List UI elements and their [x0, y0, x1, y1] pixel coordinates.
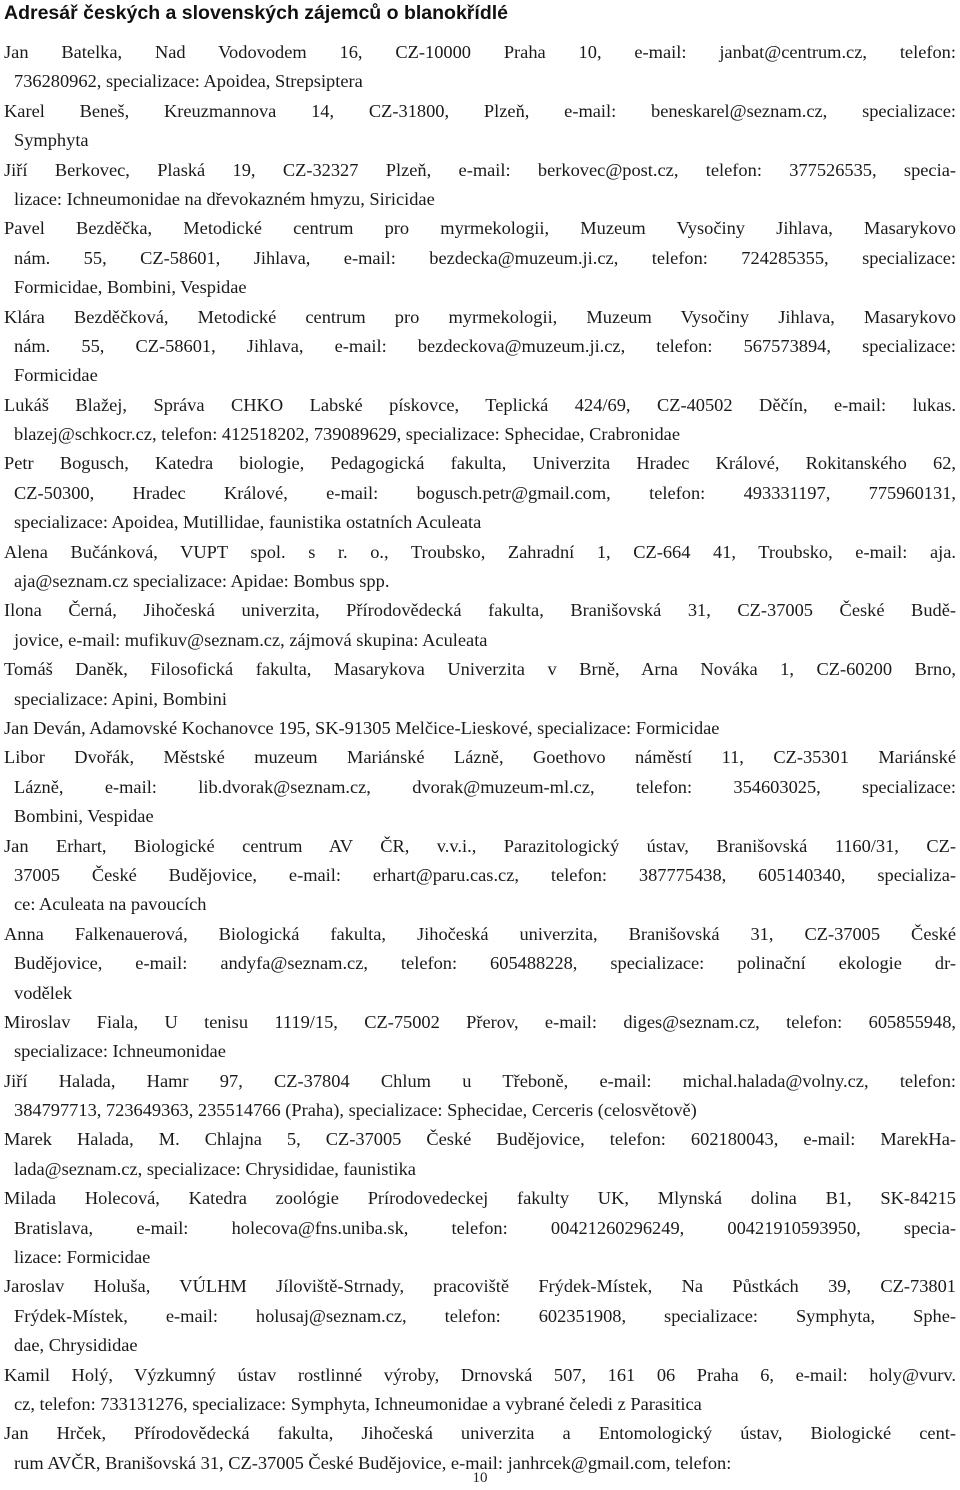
entry-continuation-line: dae, Chrysididae — [14, 1335, 138, 1356]
entry-continuation-line: specializace: Apini, Bombini — [14, 688, 227, 709]
address-entry — [0, 97, 960, 156]
entry-first-line: Jiří Berkovec, Plaská 19, CZ-32327 Plzeň, e-mail: berkovec@post.cz, telefon: 377526535, specia- — [4, 159, 956, 180]
entry-first-line: Jan Batelka, Nad Vodovodem 16, CZ-10000 Praha 10, e-mail: janbat@centrum.cz, telefon: — [4, 42, 956, 62]
address-entry — [0, 1361, 960, 1420]
address-entry — [0, 1184, 960, 1272]
address-entry — [0, 596, 960, 655]
entry-continuation-line: 37005 České Budějovice, e-mail: erhart@paru.cas.cz, telefon: 387775438, 605140340, specializa- — [14, 864, 956, 885]
entry-first-line: Jiří Halada, Hamr 97, CZ-37804 Chlum u Třeboně, e-mail: michal.halada@volny.cz, telefon: — [4, 1070, 956, 1091]
address-entry — [0, 156, 960, 215]
address-entry — [0, 538, 960, 597]
entry-first-line: Karel Beneš, Kreuzmannova 14, CZ-31800, Plzeň, e-mail: beneskarel@seznam.cz, specializace: — [4, 100, 956, 121]
entry-first-line: Klára Bezděčková, Metodické centrum pro myrmekologii, Muzeum Vysočiny Jihlava, Masarykovo — [4, 306, 956, 327]
entry-continuation-line: rum AVČR, Branišovská 31, CZ-37005 České Budějovice, e-mail: janhrcek@gmail.com, telefon: — [14, 1452, 732, 1473]
address-entry — [0, 1008, 960, 1067]
entry-continuation-line: Bombini, Vespidae — [14, 806, 154, 827]
entry-first-line: Jan Deván, Adamovské Kochanovce 195, SK-91305 Melčice-Lieskové, specializace: Formicidae — [4, 717, 720, 738]
address-entry — [0, 920, 960, 1008]
address-list — [0, 38, 960, 1478]
address-entry — [0, 1272, 960, 1360]
entry-continuation-line: nám. 55, CZ-58601, Jihlava, e-mail: bezdeckova@muzeum.ji.cz, telefon: 567573894, specializace: — [14, 335, 956, 356]
entry-continuation-line: Lázně, e-mail: lib.dvorak@seznam.cz, dvorak@muzeum-ml.cz, telefon: 354603025, specializace: — [14, 776, 956, 797]
address-entry — [0, 655, 960, 714]
entry-continuation-line: aja@seznam.cz specializace: Apidae: Bombus spp. — [14, 571, 390, 592]
address-entry — [0, 832, 960, 920]
address-entry — [0, 714, 960, 743]
entry-continuation-line: vodělek — [14, 982, 73, 1003]
entry-first-line: Tomáš Daněk, Filosofická fakulta, Masarykova Univerzita v Brně, Arna Nováka 1, CZ-60200 Brno, — [4, 659, 956, 680]
entry-continuation-line: Budějovice, e-mail: andyfa@seznam.cz, telefon: 605488228, specializace: polinační ekologie dr- — [14, 953, 956, 974]
address-entry — [0, 391, 960, 450]
entry-first-line: Milada Holecová, Katedra zoológie Prírodovedeckej fakulty UK, Mlynská dolina B1, SK-84215 — [4, 1188, 956, 1209]
address-entry — [0, 743, 960, 831]
entry-first-line: Anna Falkenauerová, Biologická fakulta, Jihočeská univerzita, Branišovská 31, CZ-37005 České — [4, 923, 956, 944]
entry-continuation-line: ce: Aculeata na pavoucích — [14, 894, 207, 915]
address-entry — [0, 214, 960, 302]
entry-continuation-line: blazej@schkocr.cz, telefon: 412518202, 739089629, specializace: Sphecidae, Crabronidae — [14, 424, 680, 445]
entry-continuation-line: lizace: Ichneumonidae na dřevokazném hmyzu, Siricidae — [14, 188, 435, 209]
entry-first-line: Jaroslav Holuša, VÚLHM Jíloviště-Strnady, pracoviště Frýdek-Místek, Na Půstkách 39, CZ-73801 — [4, 1276, 956, 1297]
entry-first-line: Petr Bogusch, Katedra biologie, Pedagogická fakulta, Univerzita Hradec Králové, Rokitanského 62, — [4, 453, 956, 474]
entry-continuation-line: Formicidae — [14, 365, 98, 386]
entry-continuation-line: Formicidae, Bombini, Vespidae — [14, 277, 247, 298]
entry-continuation-line: CZ-50300, Hradec Králové, e-mail: bogusch.petr@gmail.com, telefon: 493331197, 775960131, — [14, 482, 956, 503]
entry-first-line: Marek Halada, M. Chlajna 5, CZ-37005 České Budějovice, telefon: 602180043, e-mail: MarekHa- — [4, 1129, 956, 1150]
entry-continuation-line: Frýdek-Místek, e-mail: holusaj@seznam.cz, telefon: 602351908, specializace: Symphyta, Sphe- — [14, 1305, 956, 1326]
entry-first-line: Jan Hrček, Přírodovědecká fakulta, Jihočeská univerzita a Entomologický ústav, Biologické cent- — [4, 1423, 956, 1444]
entry-continuation-line: lada@seznam.cz, specializace: Chrysididae, faunistika — [14, 1158, 416, 1179]
page-number: 10 — [472, 1470, 488, 1486]
entry-continuation-line: 736280962, specializace: Apoidea, Strepsiptera — [14, 71, 363, 92]
address-entry — [0, 1125, 960, 1184]
page-title: Adresář českých a slovenských zájemců o blanokřídlé — [4, 2, 508, 24]
entry-continuation-line: cz, telefon: 733131276, specializace: Symphyta, Ichneumonidae a vybrané čeledi z Parasitica — [14, 1393, 702, 1414]
entry-first-line: Ilona Černá, Jihočeská univerzita, Přírodovědecká fakulta, Branišovská 31, CZ-37005 České Budě- — [4, 600, 956, 621]
address-entry — [0, 1067, 960, 1126]
address-entry — [0, 38, 960, 97]
entry-first-line: Libor Dvořák, Městské muzeum Mariánské Lázně, Goethovo náměstí 11, CZ-35301 Mariánské — [4, 747, 956, 768]
address-entry — [0, 449, 960, 537]
address-entry — [0, 303, 960, 391]
entry-continuation-line: Bratislava, e-mail: holecova@fns.uniba.sk, telefon: 00421260296249, 00421910593950, specia- — [14, 1217, 956, 1238]
entry-continuation-line: specializace: Apoidea, Mutillidae, faunistika ostatních Aculeata — [14, 512, 482, 533]
entry-continuation-line: nám. 55, CZ-58601, Jihlava, e-mail: bezdecka@muzeum.ji.cz, telefon: 724285355, specializace: — [14, 247, 956, 268]
entry-continuation-line: 384797713, 723649363, 235514766 (Praha), specializace: Sphecidae, Cerceris (celosvětově) — [14, 1100, 697, 1121]
entry-first-line: Lukáš Blažej, Správa CHKO Labské pískovce, Teplická 424/69, CZ-40502 Děčín, e-mail: lukas. — [4, 394, 956, 415]
entry-first-line: Kamil Holý, Výzkumný ústav rostlinné výroby, Drnovská 507, 161 06 Praha 6, e-mail: holy@vurv. — [4, 1364, 956, 1385]
entry-first-line: Alena Bučánková, VUPT spol. s r. o., Troubsko, Zahradní 1, CZ-664 41, Troubsko, e-mail: aja. — [4, 541, 956, 562]
entry-continuation-line: jovice, e-mail: mufikuv@seznam.cz, zájmová skupina: Aculeata — [14, 629, 488, 650]
entry-first-line: Miroslav Fiala, U tenisu 1119/15, CZ-75002 Přerov, e-mail: diges@seznam.cz, telefon: 605855948, — [4, 1011, 956, 1032]
entry-first-line: Jan Erhart, Biologické centrum AV ČR, v.v.i., Parazitologický ústav, Branišovská 1160/31, CZ- — [4, 835, 956, 856]
entry-continuation-line: lizace: Formicidae — [14, 1247, 151, 1268]
entry-continuation-line: specializace: Ichneumonidae — [14, 1041, 226, 1062]
entry-continuation-line: Symphyta — [14, 130, 89, 151]
entry-first-line: Pavel Bezděčka, Metodické centrum pro myrmekologii, Muzeum Vysočiny Jihlava, Masarykovo — [4, 218, 956, 239]
